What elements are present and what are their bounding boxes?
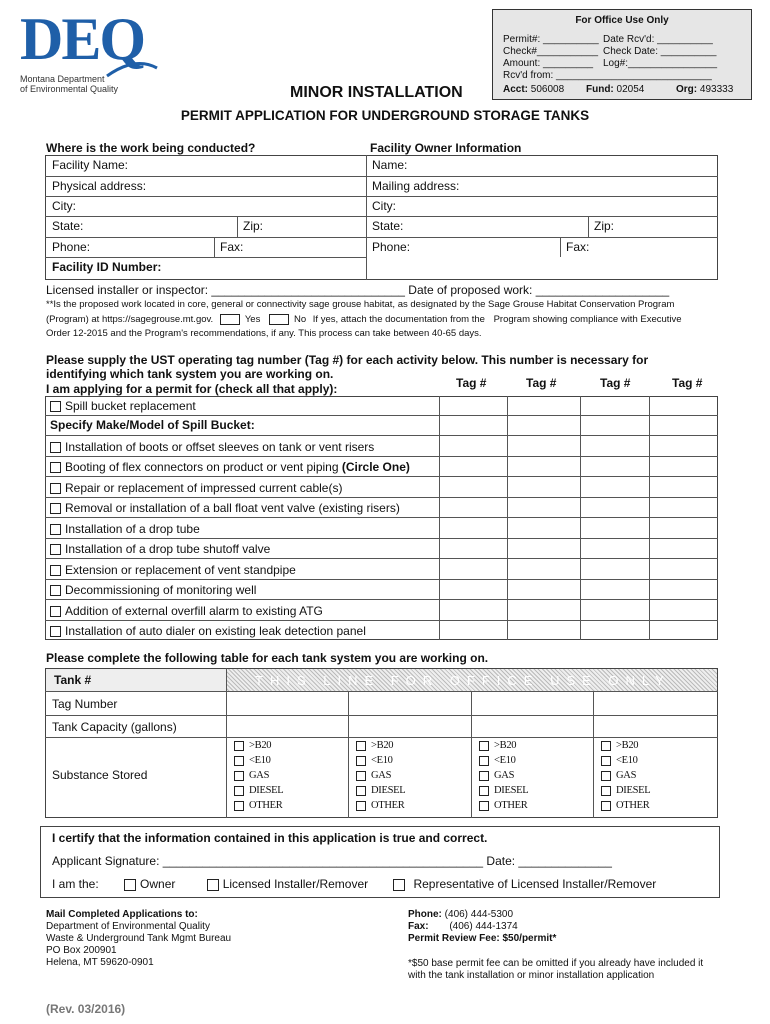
activity-item[interactable]: Addition of external overfill alarm to existing ATG (50, 604, 323, 618)
mail-line: Helena, MT 59620-0901 (46, 957, 154, 968)
activity-item[interactable]: Repair or replacement of impressed current cable(s) (50, 481, 342, 495)
facility-fax-field[interactable]: Fax: (220, 240, 244, 254)
table-rule (45, 435, 718, 436)
office-use-title: For Office Use Only (575, 15, 669, 26)
owner-name-field[interactable]: Name: (372, 158, 408, 172)
fee-note-2: with the tank installation or minor installation application (408, 970, 655, 981)
table-rule (45, 620, 718, 621)
office-use-box (492, 9, 752, 100)
checkbox[interactable] (601, 771, 611, 781)
grouse-yes-checkbox[interactable] (220, 314, 240, 325)
tag-number-label: Tag Number (52, 697, 118, 711)
checkbox[interactable] (50, 524, 61, 535)
facility-city-field[interactable]: City: (52, 199, 76, 213)
office-org: Org: 493333 (676, 84, 734, 95)
grouse-no-checkbox[interactable] (269, 314, 289, 325)
owner-label: Owner (140, 877, 176, 891)
activity-item[interactable]: Installation of boots or offset sleeves on tank or vent risers (50, 440, 374, 454)
table-rule (45, 517, 718, 518)
activity-intro1: Please supply the UST operating tag number (Tag #) for each activity below. This number is necessary for (46, 353, 649, 367)
spill-model-field[interactable]: Specify Make/Model of Spill Bucket: (50, 418, 255, 432)
mail-line: Waste & Underground Tank Mgmt Bureau (46, 933, 232, 944)
deq-logo (20, 8, 160, 103)
office-permit: Permit#: __________ (503, 34, 599, 45)
grouse-line3: Order 12-2015 and the Program's recommendations, if any. This process can take between 40-65 days. (46, 328, 482, 339)
logo-line1: Montana Department (20, 74, 105, 84)
owner-state-field[interactable]: State: (372, 219, 404, 233)
checkbox[interactable] (50, 483, 61, 494)
activity-intro3: I am applying for a permit for (check all that apply): (46, 382, 338, 396)
contact-phone: Phone: (406) 444-5300 (408, 909, 514, 920)
substance-options-3[interactable]: >B20 <E10 GAS DIESEL OTHER (479, 738, 528, 813)
activity-item[interactable]: Booting of flex connectors on product or vent piping (Circle One) (50, 460, 410, 474)
checkbox[interactable] (50, 626, 61, 637)
installer-checkbox[interactable] (207, 879, 219, 891)
spill-bucket-item[interactable]: Spill bucket replacement (50, 399, 196, 413)
activity-item[interactable]: Extension or replacement of vent standpipe (50, 563, 296, 577)
signature-line[interactable]: Applicant Signature: ________________________________________________ Date: ______________ (52, 854, 612, 868)
checkbox[interactable] (479, 801, 489, 811)
checkbox[interactable] (50, 606, 61, 617)
page-subtitle: PERMIT APPLICATION FOR UNDERGROUND STORAGE TANKS (180, 108, 590, 123)
activity-intro2: identifying which tank system you are working on. (46, 367, 334, 381)
office-acct: Acct: 506008 (503, 84, 565, 95)
owner-city-field[interactable]: City: (372, 199, 396, 213)
checkbox[interactable] (234, 741, 244, 751)
activity-item[interactable]: Installation of auto dialer on existing leak detection panel (50, 624, 366, 638)
owner-fax-field[interactable]: Fax: (566, 240, 590, 254)
checkbox[interactable] (601, 741, 611, 751)
facility-id-field[interactable]: Facility ID Number: (52, 260, 162, 274)
i-am-label: I am the: (52, 877, 99, 891)
certification-statement: I certify that the information contained in this application is true and correct. (52, 831, 488, 845)
office-log: Log#:________________ (603, 58, 718, 69)
table-rule (45, 456, 718, 457)
table-rule (45, 599, 718, 600)
substance-stored-label: Substance Stored (52, 768, 148, 782)
tag-header-4: Tag # (672, 376, 703, 390)
checkbox[interactable] (601, 756, 611, 766)
activity-item[interactable]: Installation of a drop tube (50, 522, 200, 536)
office-check-date: Check Date: __________ (603, 46, 717, 57)
owner-zip-field[interactable]: Zip: (594, 219, 615, 233)
office-date-rcvd: Date Rcv'd: __________ (603, 34, 713, 45)
owner-checkbox[interactable] (124, 879, 136, 891)
owner-label: Facility Owner Information (370, 141, 522, 155)
checkbox[interactable] (479, 771, 489, 781)
checkbox[interactable] (356, 786, 366, 796)
substance-options-1[interactable]: >B20 <E10 GAS DIESEL OTHER (234, 738, 283, 813)
checkbox[interactable] (479, 741, 489, 751)
facility-name-field[interactable]: Facility Name: (52, 158, 129, 172)
checkbox[interactable] (356, 756, 366, 766)
tank-number-label: Tank # (54, 673, 92, 687)
mail-line: PO Box 200901 (46, 945, 117, 956)
rep-label: Representative of Licensed Installer/Remover (413, 877, 657, 891)
office-check: Check#___________ (503, 46, 599, 57)
checkbox[interactable] (356, 771, 366, 781)
table-rule (45, 415, 718, 416)
installer-line[interactable]: Licensed installer or inspector: _____________________________ Date of proposed work: ____________________ (46, 283, 670, 297)
checkbox[interactable] (601, 801, 611, 811)
checkbox[interactable] (356, 801, 366, 811)
where-label: Where is the work being conducted? (46, 141, 256, 155)
grouse-line1: **Is the proposed work located in core, general or connectivity sage grouse habitat, as designated by the Sage Grouse Habitat Conservation Program (46, 299, 675, 310)
mail-line: Department of Environmental Quality (46, 921, 210, 932)
deq-logo-mark: DEQ (20, 6, 145, 72)
activity-item[interactable]: Removal or installation of a ball float vent valve (existing risers) (50, 501, 400, 515)
office-amount: Amount: _________ (503, 58, 594, 69)
role-row (52, 877, 656, 891)
page-title: MINOR INSTALLATION (290, 84, 463, 101)
checkbox[interactable] (50, 503, 61, 514)
mailing-address-field[interactable]: Mailing address: (372, 179, 460, 193)
checkbox[interactable] (234, 786, 244, 796)
office-fund: Fund: 02054 (586, 84, 645, 95)
permit-fee: Permit Review Fee: $50/permit* (408, 933, 557, 944)
checkbox[interactable] (479, 756, 489, 766)
tag-header-2: Tag # (526, 376, 557, 390)
checkbox[interactable] (234, 771, 244, 781)
checkbox[interactable] (50, 544, 61, 555)
contact-fax: Fax: (406) 444-1374 (408, 921, 518, 932)
facility-state-field[interactable]: State: (52, 219, 84, 233)
substance-options-2[interactable]: >B20 <E10 GAS DIESEL OTHER (356, 738, 405, 813)
office-line-text: THIS LINE FOR OFFICE USE ONLY (255, 673, 671, 688)
checkbox[interactable] (479, 786, 489, 796)
checkbox[interactable] (50, 565, 61, 576)
substance-options-4[interactable]: >B20 <E10 GAS DIESEL OTHER (601, 738, 650, 813)
logo-line2: of Environmental Quality (20, 84, 119, 94)
grouse-no-label: No (293, 314, 307, 326)
tank-capacity-label: Tank Capacity (gallons) (52, 720, 177, 734)
checkbox[interactable] (356, 741, 366, 751)
checkbox[interactable] (50, 585, 61, 596)
checkbox[interactable] (50, 442, 61, 453)
physical-address-field[interactable]: Physical address: (52, 179, 147, 193)
table-rule (45, 497, 718, 498)
activity-item[interactable]: Decommissioning of monitoring well (50, 583, 256, 597)
mail-heading: Mail Completed Applications to: (46, 909, 198, 920)
facility-phone-field[interactable]: Phone: (52, 240, 91, 254)
checkbox[interactable] (50, 401, 61, 412)
rep-checkbox[interactable] (393, 879, 405, 891)
facility-zip-field[interactable]: Zip: (243, 219, 264, 233)
checkbox[interactable] (601, 786, 611, 796)
activity-item[interactable]: Installation of a drop tube shutoff valve (50, 542, 270, 556)
grouse-line2: (Program) at https://sagegrouse.mt.gov. Yes No If yes, attach the documentation from the Program showing compliance with Executive (46, 314, 682, 326)
checkbox[interactable] (234, 756, 244, 766)
checkbox[interactable] (50, 462, 61, 473)
grouse-yes-label: Yes (244, 314, 261, 326)
tag-header-3: Tag # (600, 376, 631, 390)
office-rcvd-from: Rcv'd from: ____________________________ (503, 70, 712, 81)
swoosh-icon (105, 46, 160, 86)
fee-note-1: *$50 base permit fee can be omitted if you already have included it (408, 958, 704, 969)
table-rule (45, 538, 718, 539)
tag-header-1: Tag # (456, 376, 487, 390)
tank-intro: Please complete the following table for each tank system you are working on. (46, 651, 489, 665)
table-rule (45, 558, 718, 559)
owner-phone-field[interactable]: Phone: (372, 240, 411, 254)
table-rule (45, 476, 718, 477)
installer-label: Licensed Installer/Remover (222, 877, 369, 891)
checkbox[interactable] (234, 801, 244, 811)
table-rule (45, 579, 718, 580)
revision-label: (Rev. 03/2016) (46, 1002, 126, 1016)
